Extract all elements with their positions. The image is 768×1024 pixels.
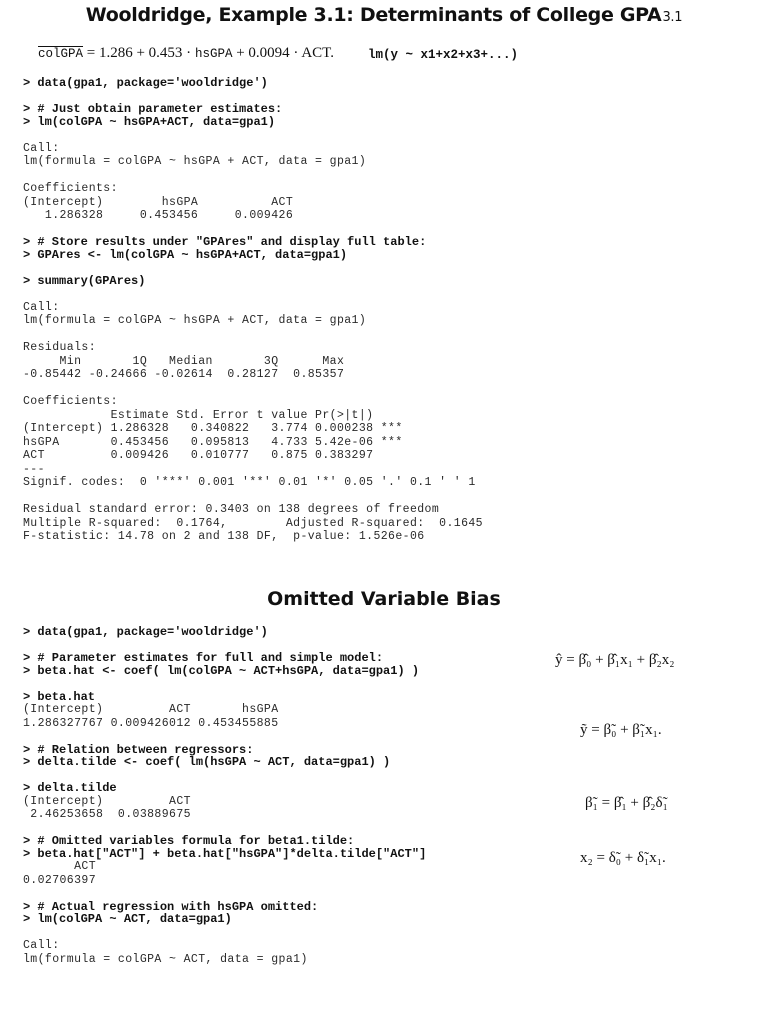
equation-simple-model: ỹ = β̃₀ + β̃₁x₁.	[580, 722, 662, 738]
r-output-line: -0.85442 -0.24666 -0.02614 0.28127 0.85357	[23, 368, 345, 381]
main-regression-equation	[38, 45, 334, 62]
r-command-line: > lm(colGPA ~ ACT, data=gpa1)	[23, 912, 232, 926]
equation-full-model: ŷ = β̂₀ + β̂₁x₁ + β̂₂x₂	[555, 652, 675, 668]
r-output-line: 1.286327767 0.009426012 0.453455885	[23, 716, 279, 730]
r-output-line: Call:	[23, 300, 60, 314]
equation-rhs-var: hsGPA	[194, 47, 233, 61]
r-session-example-3-1	[23, 77, 483, 544]
equation-auxiliary-regression: x₂ = δ̃₀ + δ̃₁x₁.	[580, 850, 666, 866]
r-output-line: (Intercept) 1.286328 0.340822 3.774 0.000238 ***	[23, 422, 403, 435]
r-command-line: > summary(GPAres)	[23, 273, 146, 288]
r-command-line: > # Just obtain parameter estimates:	[23, 102, 283, 116]
r-command-line: > # Actual regression with hsGPA omitted:	[23, 899, 319, 914]
r-output-line: Call:	[23, 939, 60, 952]
r-session-omitted-variable-bias	[23, 626, 426, 966]
r-command-line: > GPAres <- lm(colGPA ~ hsGPA+ACT, data=gpa1)	[23, 247, 348, 262]
r-command-line: > # Omitted variables formula for beta1.tilde:	[23, 834, 355, 848]
equation-rhs-b: + 0.0094 · ACT.	[232, 45, 334, 61]
r-output-line: ACT	[23, 860, 97, 873]
r-output-line: (Intercept) hsGPA ACT	[23, 195, 294, 209]
r-output-line: Min 1Q Median 3Q Max	[23, 354, 345, 368]
r-output-line: ---	[23, 462, 45, 476]
equation-lhs: colGPA	[38, 47, 84, 61]
r-output-line: 0.02706397	[23, 873, 97, 887]
r-command-line: > beta.hat <- coef( lm(colGPA ~ ACT+hsGPA, data=gpa1) )	[23, 663, 420, 678]
r-output-line: Call:	[23, 141, 60, 155]
r-command-line: > # Relation between regressors:	[23, 742, 254, 757]
r-output-line: Coefficients:	[23, 395, 118, 408]
r-output-line: lm(formula = colGPA ~ hsGPA + ACT, data = gpa1)	[23, 155, 367, 168]
r-output-line: (Intercept) ACT	[23, 794, 191, 808]
r-command-line: > delta.tilde <- coef( lm(hsGPA ~ ACT, data=gpa1) )	[23, 755, 391, 769]
r-command-line: > beta.hat["ACT"] + beta.hat["hsGPA"]*delta.tilde["ACT"]	[23, 846, 427, 861]
r-output-line: Signif. codes: 0 '***' 0.001 '**' 0.01 '*' 0.05 '.' 0.1 ' ' 1	[23, 476, 476, 489]
r-output-line: (Intercept) ACT hsGPA	[23, 703, 279, 716]
page-title-text: Wooldridge, Example 3.1: Determinants of College GPA	[85, 4, 662, 26]
page-title	[0, 4, 768, 26]
r-output-line: lm(formula = colGPA ~ ACT, data = gpa1)	[23, 952, 308, 966]
r-output-line: F-statistic: 14.78 on 2 and 138 DF, p-value: 1.526e-06	[23, 530, 425, 543]
r-output-line: hsGPA 0.453456 0.095813 4.733 5.42e-06 ***	[23, 435, 403, 449]
r-output-line: Coefficients:	[23, 182, 118, 195]
equation-rhs-a: = 1.286 + 0.453 ·	[83, 45, 195, 61]
r-command-line: > # Store results under "GPAres" and display full table:	[23, 235, 427, 249]
r-output-line: Residual standard error: 0.3403 on 138 degrees of freedom	[23, 503, 440, 516]
page-title-suffix: 3.1	[662, 10, 683, 25]
r-output-line: Residuals:	[23, 341, 97, 354]
r-command-line: > data(gpa1, package='wooldridge')	[23, 76, 268, 90]
r-output-line: Estimate Std. Error t value Pr(>|t|)	[23, 408, 374, 422]
r-output-line: Multiple R-squared: 0.1764, Adjusted R-squared: 0.1645	[23, 516, 483, 530]
r-command-line: > delta.tilde	[23, 781, 117, 795]
section-title-omitted-variable-bias: Omitted Variable Bias	[267, 588, 501, 610]
lm-general-syntax: lm(y ~ x1+x2+x3+...)	[368, 48, 519, 62]
r-output-line: ACT 0.009426 0.010777 0.875 0.383297	[23, 449, 374, 462]
r-output-line: 2.46253658 0.03889675	[23, 808, 191, 821]
r-command-line: > beta.hat	[23, 689, 96, 704]
r-output-line: 1.286328 0.453456 0.009426	[23, 209, 294, 222]
r-output-line: lm(formula = colGPA ~ hsGPA + ACT, data = gpa1)	[23, 314, 367, 327]
r-command-line: > lm(colGPA ~ hsGPA+ACT, data=gpa1)	[23, 114, 276, 129]
equation-omitted-bias: β̃₁ = β̂₁ + β̂₂δ̃₁	[585, 795, 668, 811]
r-command-line: > data(gpa1, package='wooldridge')	[23, 625, 268, 639]
r-command-line: > # Parameter estimates for full and simple model:	[23, 651, 384, 665]
